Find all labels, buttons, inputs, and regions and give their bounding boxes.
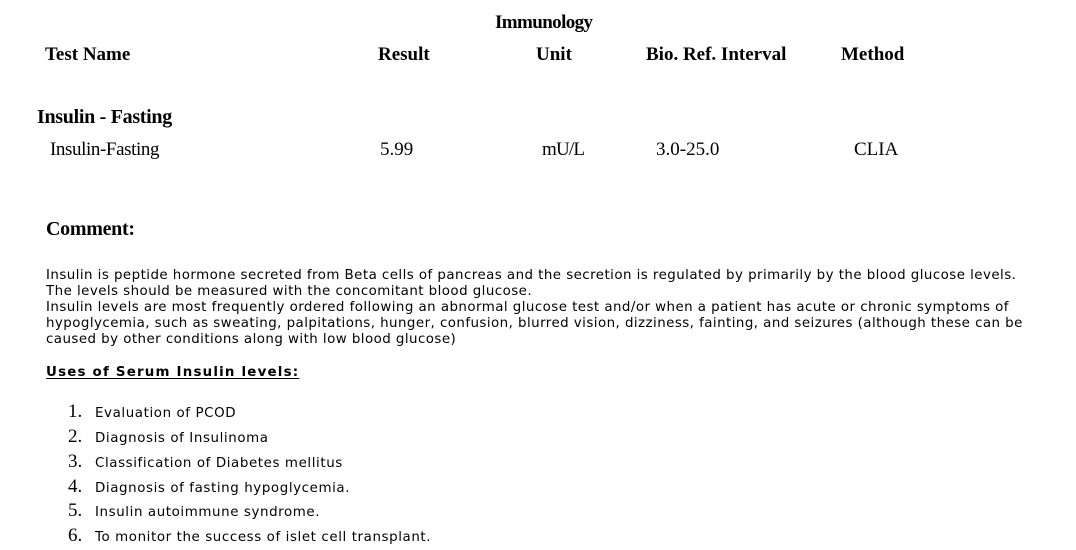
comment-line: Insulin is peptide hormone secreted from Beta cells of pancreas and the secretion is regulated by primarily by the blood glucose levels. bbox=[46, 268, 1017, 283]
unit-cell: mU/L bbox=[542, 139, 585, 160]
list-item bbox=[68, 525, 431, 549]
test-group-name: Insulin - Fasting bbox=[37, 106, 172, 128]
list-item-text: Evaluation of PCOD bbox=[95, 406, 237, 421]
column-header-method: Method bbox=[841, 44, 905, 65]
uses-heading: Uses of Serum Insulin levels: bbox=[46, 365, 300, 380]
comment-line: caused by other conditions along with low blood glucose) bbox=[46, 332, 457, 347]
comment-line: Insulin levels are most frequently ordered following an abnormal glucose test and/or when a patient has acute or chronic symptoms of bbox=[46, 300, 1009, 315]
list-item bbox=[68, 500, 320, 524]
column-header-result: Result bbox=[378, 44, 430, 65]
list-item-text: To monitor the success of islet cell transplant. bbox=[95, 530, 432, 545]
ref-interval-cell: 3.0-25.0 bbox=[656, 139, 720, 160]
result-cell: 5.99 bbox=[380, 139, 414, 160]
column-header-ref-interval: Bio. Ref. Interval bbox=[646, 44, 787, 65]
list-item bbox=[68, 401, 236, 425]
list-item-number: 5. bbox=[68, 500, 83, 521]
department-title: Immunology bbox=[495, 12, 593, 33]
list-item-text: Classification of Diabetes mellitus bbox=[95, 456, 343, 471]
list-item-number: 4. bbox=[68, 476, 83, 497]
list-item bbox=[68, 451, 343, 475]
test-name-cell: Insulin-Fasting bbox=[50, 139, 160, 160]
column-header-test-name: Test Name bbox=[45, 44, 131, 65]
list-item-number: 3. bbox=[68, 451, 83, 472]
list-item-text: Insulin autoimmune syndrome. bbox=[95, 505, 321, 520]
method-cell: CLIA bbox=[854, 139, 899, 160]
list-item-text: Diagnosis of fasting hypoglycemia. bbox=[95, 481, 351, 496]
comment-heading: Comment: bbox=[46, 218, 135, 240]
list-item-number: 6. bbox=[68, 525, 83, 546]
list-item bbox=[68, 476, 350, 500]
comment-paragraph bbox=[46, 268, 1023, 348]
list-item-number: 2. bbox=[68, 426, 83, 447]
list-item-number: 1. bbox=[68, 401, 83, 422]
comment-line: The levels should be measured with the concomitant blood glucose. bbox=[46, 284, 533, 299]
column-header-unit: Unit bbox=[536, 44, 572, 65]
comment-line: hypoglycemia, such as sweating, palpitations, hunger, confusion, blurred vision, dizziness, fainting, and seizures (although these can be bbox=[46, 316, 1023, 331]
list-item-text: Diagnosis of Insulinoma bbox=[95, 431, 269, 446]
list-item bbox=[68, 426, 269, 450]
